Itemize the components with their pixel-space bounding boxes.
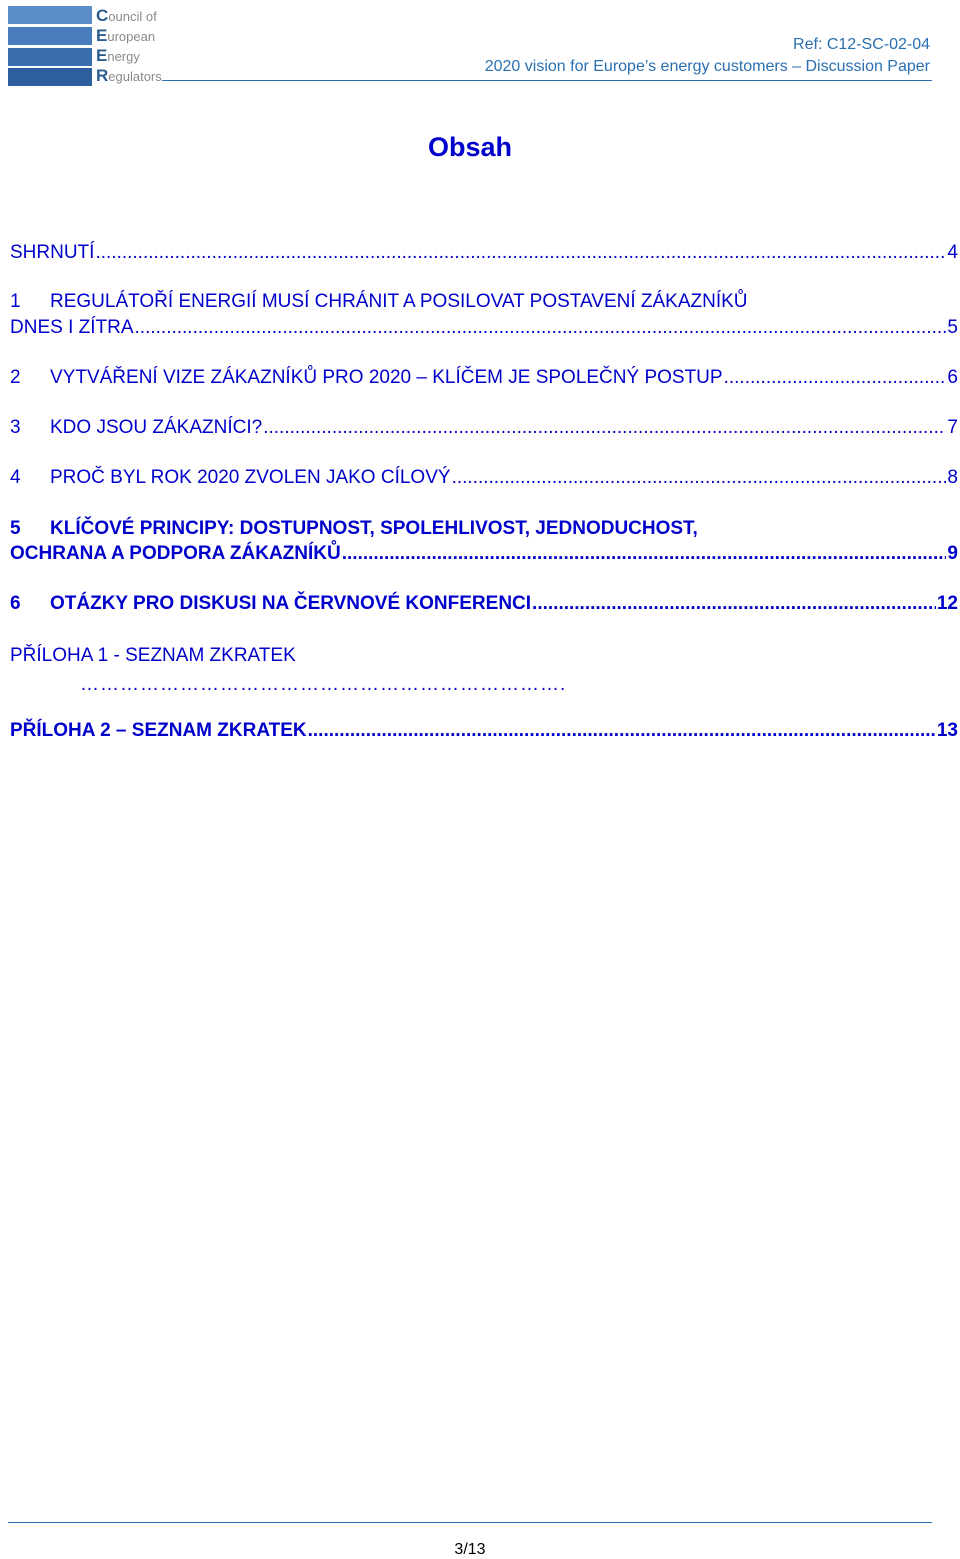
toc-leader-dots	[452, 465, 947, 490]
footer-divider	[8, 1522, 932, 1523]
toc-entry-text: PROČ BYL ROK 2020 ZVOLEN JAKO CÍLOVÝ	[50, 467, 451, 488]
toc-entry-text: OTÁZKY PRO DISKUSI NA ČERVNOVÉ KONFERENCI	[50, 593, 532, 614]
header-divider	[162, 80, 932, 81]
toc-page-number: 5	[947, 317, 958, 338]
toc-entry-number: 6	[10, 593, 21, 614]
toc-leader-dots	[135, 315, 947, 340]
toc-entry-text: DNES I ZÍTRA	[10, 317, 134, 338]
toc-leader-dots	[308, 718, 936, 743]
logo-stripe	[8, 6, 92, 24]
logo-stripe	[8, 27, 92, 45]
document-ref: Ref: C12-SC-02-04	[793, 36, 930, 53]
toc-entry-number: 1	[10, 291, 21, 312]
toc-entry-text: VYTVÁŘENÍ VIZE ZÁKAZNÍKŮ PRO 2020 – KLÍČEM JE SPOLEČNÝ POSTUP	[50, 367, 723, 388]
cer-logo	[8, 6, 168, 86]
toc-page-number: 9	[947, 543, 958, 564]
logo-word: Regulators	[96, 66, 162, 85]
toc-entry-2[interactable]	[10, 365, 958, 390]
logo-stripes	[8, 6, 92, 86]
toc-entry-4[interactable]	[10, 465, 958, 490]
toc-entry-6[interactable]	[10, 591, 958, 616]
toc-entry-number: 4	[10, 467, 21, 488]
toc-entry-5[interactable]	[10, 541, 958, 566]
toc-entry-text: SHRNUTÍ	[10, 242, 95, 263]
toc-entry-annex-1[interactable]: PŘÍLOHA 1 - SEZNAM ZKRATEK	[10, 645, 296, 666]
toc-leader-dots	[342, 541, 947, 566]
toc-entry-text: PŘÍLOHA 2 – SEZNAM ZKRATEK	[10, 720, 307, 741]
toc-page-number: 12	[936, 593, 958, 614]
logo-word: Council of	[96, 6, 157, 25]
toc-entry-number: 5	[10, 518, 21, 539]
toc-entry-1-line1[interactable]	[10, 289, 748, 314]
document-subtitle: 2020 vision for Europe’s energy customers – Discussion Paper	[484, 58, 930, 75]
toc-leader-dots	[532, 591, 936, 616]
toc-entry-text: KDO JSOU ZÁKAZNÍCI?	[50, 417, 263, 438]
toc-page-number: 4	[947, 242, 958, 263]
toc-page-number: 8	[947, 467, 958, 488]
toc-entry-text: REGULÁTOŘÍ ENERGIÍ MUSÍ CHRÁNIT A POSILOVAT POSTAVENÍ ZÁKAZNÍKŮ	[50, 291, 748, 312]
toc-entry-summary[interactable]	[10, 240, 958, 265]
toc-leader-dots	[95, 240, 946, 265]
logo-wordmark	[96, 6, 176, 86]
logo-stripe	[8, 68, 92, 86]
page-title: Obsah	[427, 132, 513, 162]
toc-entry-text: OCHRANA A PODPORA ZÁKAZNÍKŮ	[10, 543, 341, 564]
toc-entry-annex-2[interactable]	[10, 718, 958, 743]
toc-leader-dots	[724, 365, 947, 390]
toc-leader-dots	[263, 415, 946, 440]
toc-entry-text: KLÍČOVÉ PRINCIPY: DOSTUPNOST, SPOLEHLIVOST, JEDNODUCHOST,	[50, 518, 698, 539]
toc-entry-5-line1[interactable]	[10, 516, 698, 541]
logo-word: Energy	[96, 46, 140, 65]
toc-entry-3[interactable]	[10, 415, 958, 440]
toc-page-number: 7	[947, 417, 958, 438]
logo-word: European	[96, 26, 156, 45]
toc-page-number: 6	[947, 367, 958, 388]
logo-stripe	[8, 48, 92, 66]
toc-entry-number: 2	[10, 367, 21, 388]
page-number: 3/13	[454, 1541, 486, 1558]
toc-entry-number: 3	[10, 417, 21, 438]
toc-entry-1[interactable]	[10, 315, 958, 340]
toc-page-number: 13	[936, 720, 958, 741]
toc-leader-dots: ……………………………………………………………….	[80, 674, 567, 695]
